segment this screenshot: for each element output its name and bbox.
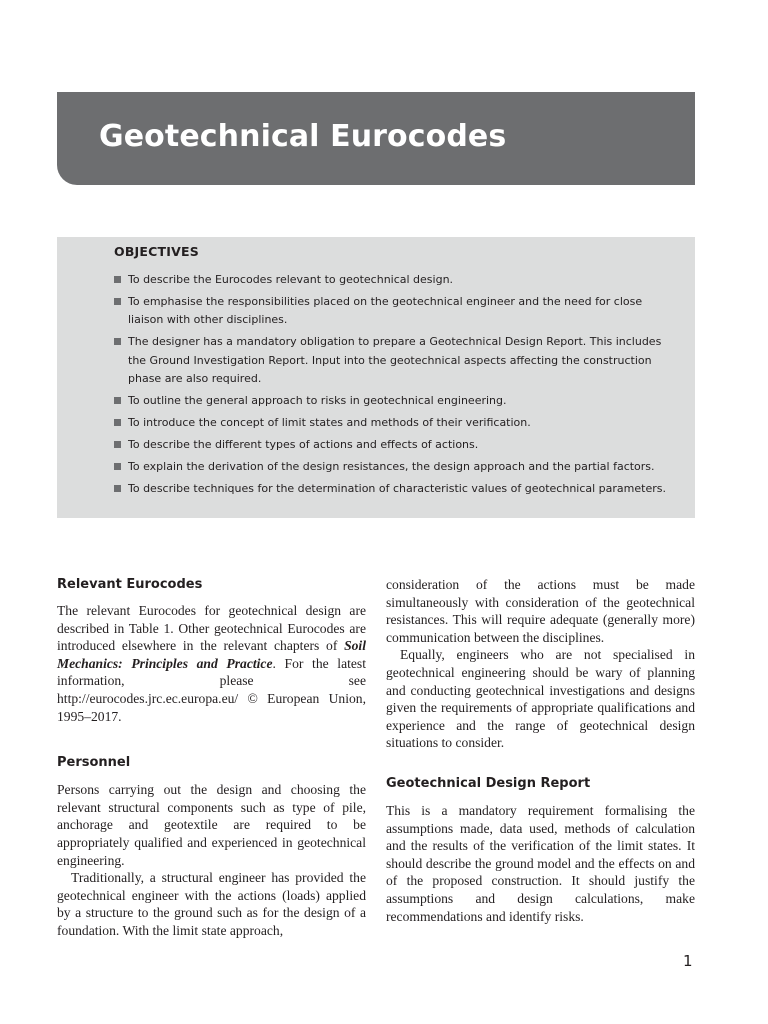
- square-bullet-icon: [114, 485, 121, 492]
- objectives-heading: OBJECTIVES: [114, 244, 199, 259]
- objectives-list: [114, 271, 674, 502]
- objective-item: [114, 458, 674, 476]
- left-column: [57, 576, 366, 940]
- section-heading-gdr: Geotechnical Design Report: [386, 775, 591, 791]
- objective-item: [114, 333, 674, 388]
- objective-text: The designer has a mandatory obligation to prepare a Geotechnical Design Report. This includes the Ground Investigation Report. Input into the geotechnical aspects affecting the construction phase are also required.: [128, 335, 662, 386]
- relevant-text-after: . For the latest information, please see http://eurocodes.jrc.ec.europa.eu/ © European Union, 1995–2017.: [57, 655, 366, 724]
- objective-item: [114, 392, 674, 410]
- chapter-title-banner: [57, 92, 695, 185]
- relevant-text-before: The relevant Eurocodes for geotechnical design are described in Table 1. Other geotechnical Eurocodes are introduced elsewhere in the relevant chapters of: [57, 603, 366, 654]
- square-bullet-icon: [114, 276, 121, 283]
- objectives-box: [57, 237, 695, 518]
- section-heading-personnel: Personnel: [57, 755, 131, 771]
- chapter-title: Geotechnical Eurocodes: [99, 119, 507, 154]
- objective-text: To introduce the concept of limit states and methods of their verification.: [128, 416, 531, 430]
- square-bullet-icon: [114, 419, 121, 426]
- square-bullet-icon: [114, 397, 121, 404]
- book-title: Soil Mechanics: Principles and Practice: [57, 638, 366, 671]
- square-bullet-icon: [114, 441, 121, 448]
- gdr-paragraph-1: This is a mandatory requirement formalising the assumptions made, data used, methods of calculation and the results of the verification of the limit states. It should describe the ground model and the effects on and of the proposed construction. It should justify the assumptions and design calculations, make recommendations and identify risks.: [386, 802, 695, 924]
- objective-item: [114, 436, 674, 454]
- objective-item: [114, 480, 674, 498]
- square-bullet-icon: [114, 298, 121, 305]
- section-heading-relevant-eurocodes: Relevant Eurocodes: [57, 577, 203, 592]
- right-column: [386, 576, 695, 925]
- relevant-eurocodes-paragraph: [57, 602, 366, 725]
- personnel-paragraph-4: Equally, engineers who are not specialised in geotechnical engineering should be wary of planning and conducting geotechnical investigations and designs given the requirements of appropriate qualifications and experience and the range of geotechnical design situations to consider.: [386, 647, 695, 751]
- objective-item: [114, 271, 674, 289]
- square-bullet-icon: [114, 338, 121, 345]
- objective-text: To describe techniques for the determination of characteristic values of geotechnical parameters.: [128, 482, 666, 496]
- objective-text: To explain the derivation of the design resistances, the design approach and the partial factors.: [128, 460, 655, 474]
- objective-text: To describe the different types of actions and effects of actions.: [128, 438, 479, 452]
- objective-text: To describe the Eurocodes relevant to geotechnical design.: [128, 273, 454, 286]
- objective-text: To outline the general approach to risks in geotechnical engineering.: [128, 394, 507, 408]
- objective-text: To emphasise the responsibilities placed on the geotechnical engineer and the need for close liaison with other disciplines.: [128, 295, 643, 327]
- personnel-paragraph-2: Traditionally, a structural engineer has provided the geotechnical engineer with the actions (loads) applied by a structure to the ground such as for the design of a foundation. With the limit state approach,: [57, 870, 366, 938]
- personnel-paragraph-1: Persons carrying out the design and choosing the relevant structural components such as type of pile, anchorage and geotextile are required to be appropriately qualified and experienced in geotechnical engineering.: [57, 782, 366, 868]
- personnel-paragraph-3: consideration of the actions must be made simultaneously with consideration of the geotechnical resistances. This will require adequate (generally more) communication between the disciplines.: [386, 577, 695, 645]
- page-number: 1: [683, 952, 693, 970]
- objective-item: [114, 293, 674, 330]
- square-bullet-icon: [114, 463, 121, 470]
- objective-item: [114, 414, 674, 432]
